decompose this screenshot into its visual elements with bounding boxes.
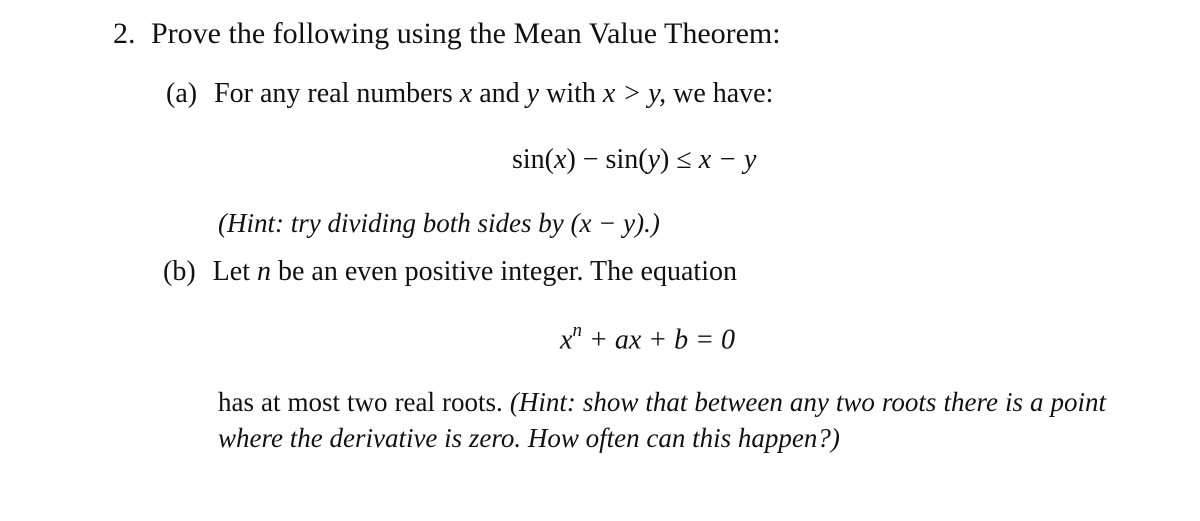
part-b-text: be an even positive integer. The equation [277,256,737,287]
part-a-text: and [479,78,520,109]
part-b-hint: (Hint: show that between any two roots there is a point where the derivative is zero. How often can this happen?) [218,387,1107,453]
equation-rest: + ax + b = 0 [581,324,736,356]
part-b-intro [163,256,737,288]
part-b-equation [560,322,735,356]
part-b-label: (b) [163,256,196,287]
problem-statement: Prove the following using the Mean Value Theorem: [151,17,781,50]
part-a-equation [512,144,756,176]
part-a-hint: (Hint: try dividing both sides by (x − y).) [218,208,660,238]
equation-term: sin( [512,144,554,175]
math-var-y: y [526,78,540,109]
equation-rhs: x − y [698,144,757,175]
part-a-label: (a) [166,78,198,109]
equation-var-y: y [647,144,660,175]
part-a-text: we have: [673,78,774,109]
part-a-text: For any real numbers [214,78,453,109]
math-condition: x > y, [602,78,667,109]
part-a-intro [166,78,773,110]
problem-header [113,17,781,51]
math-var-x: x [459,78,473,109]
equation-var-x: x [554,144,567,175]
part-b-text: Let [212,256,250,287]
part-b-conclusion: has at most two real roots. [218,387,503,417]
part-a-text: with [546,78,596,109]
equation-term: ) − sin( [566,144,648,175]
problem-number: 2. [113,17,136,50]
math-var-n: n [256,256,271,287]
equation-base: x [560,324,573,356]
part-b-conclusion-paragraph [218,384,1106,456]
equation-exponent: n [572,320,582,341]
equation-term: ) ≤ [660,144,692,175]
